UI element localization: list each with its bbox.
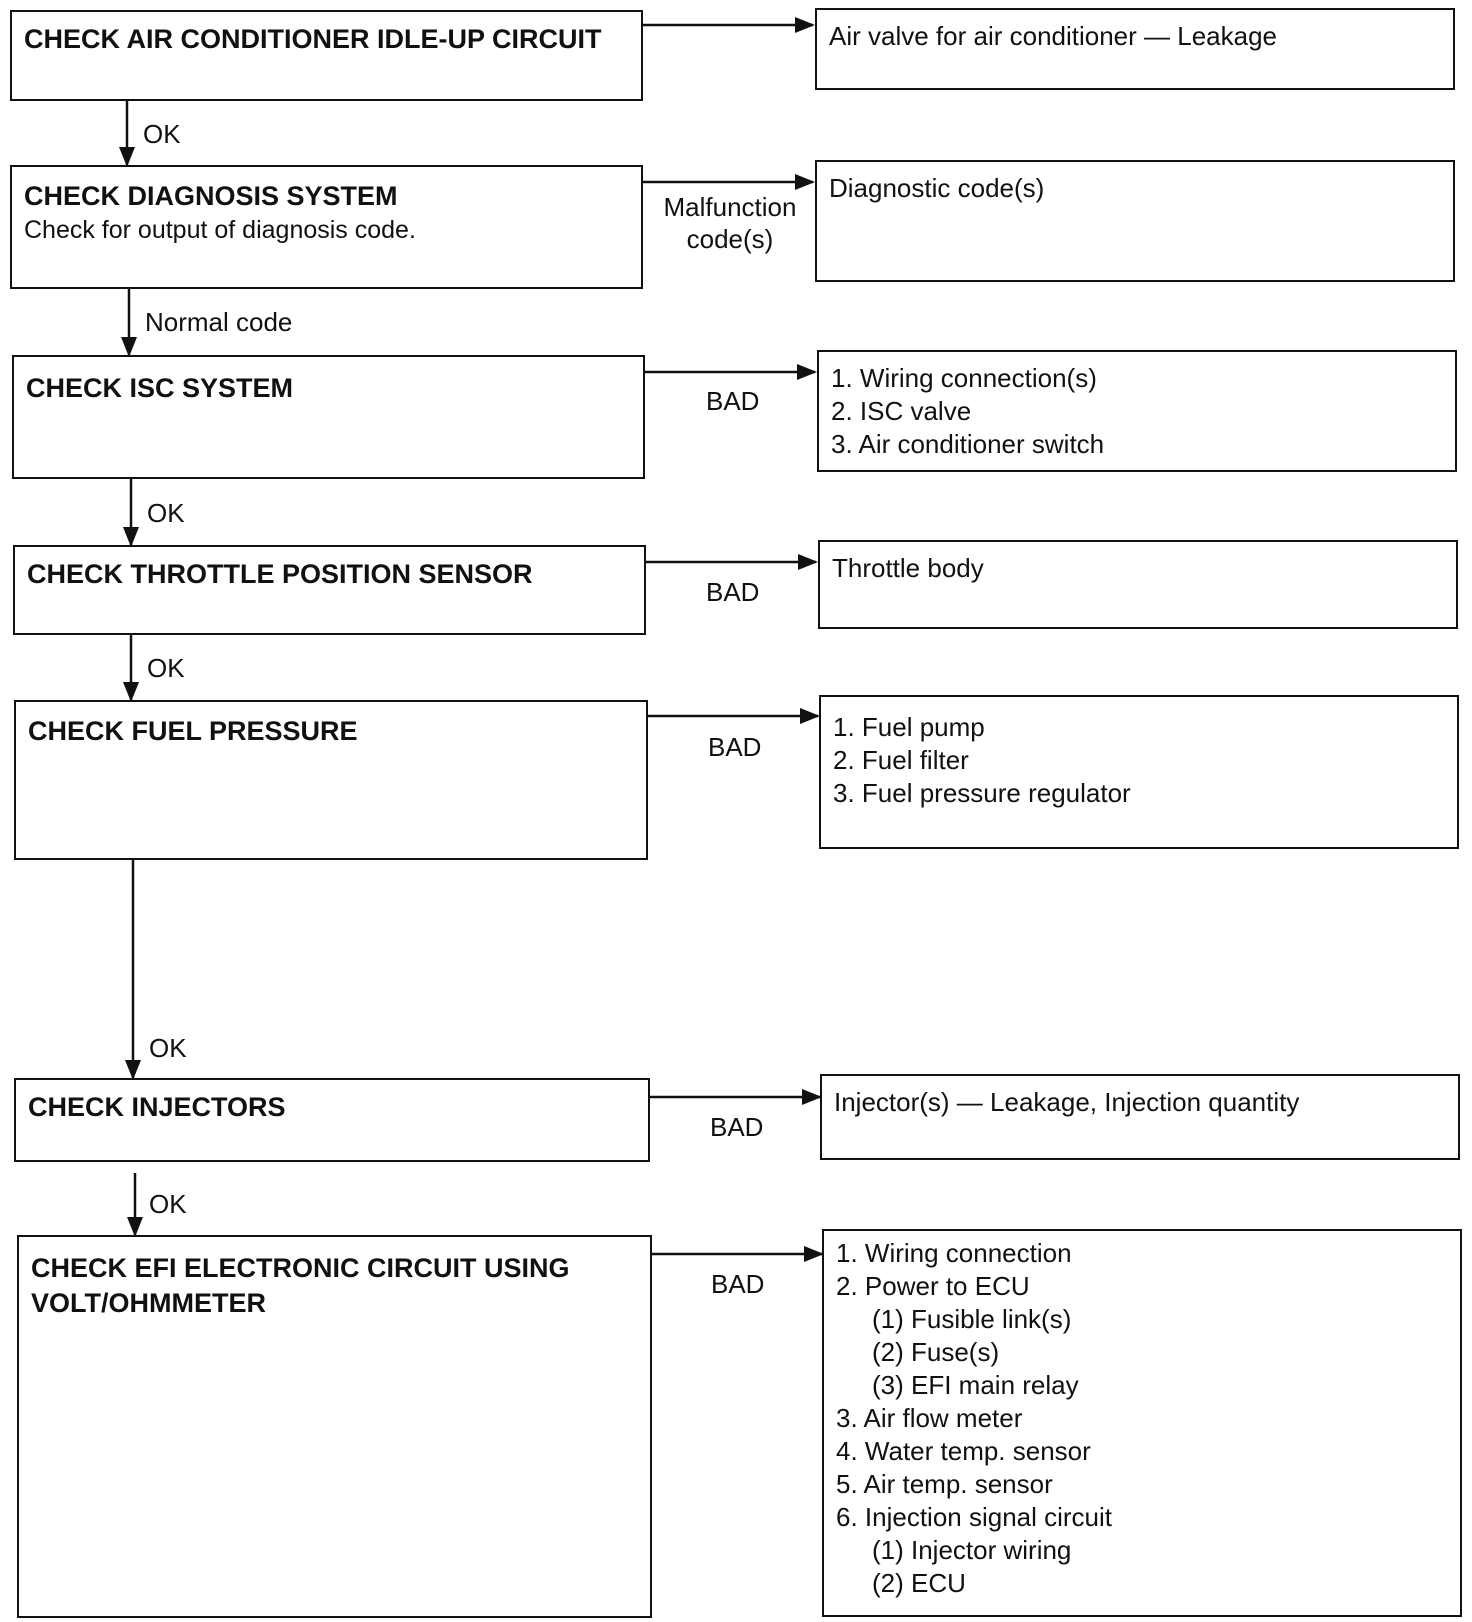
result-item: 6. Injection signal circuit: [836, 1502, 1113, 1532]
step-title: CHECK INJECTORS: [28, 1092, 286, 1122]
branch-label-malfunction: Malfunction code(s): [663, 192, 797, 254]
result-item: 1. Fuel pump: [833, 712, 985, 742]
result-item: Injector(s) — Leakage, Injection quantity: [834, 1087, 1300, 1117]
step-check-ac-idle-up: [10, 10, 643, 101]
branch-label-bad-throttle: BAD: [706, 577, 760, 607]
result-diagnostic-codes: [815, 160, 1455, 282]
result-subitem: (3) EFI main relay: [872, 1370, 1079, 1400]
step-check-efi-circuit: [17, 1235, 652, 1618]
result-item: 1. Wiring connection: [836, 1238, 1072, 1268]
result-item: 1. Wiring connection(s): [831, 363, 1097, 393]
result-item: 3. Air conditioner switch: [831, 429, 1105, 459]
step-subtitle: Check for output of diagnosis code.: [24, 216, 416, 244]
step-title: CHECK ISC SYSTEM: [26, 373, 294, 403]
step-title: CHECK AIR CONDITIONER IDLE-UP CIRCUIT: [24, 24, 602, 54]
result-item: 2. Power to ECU: [836, 1271, 1030, 1301]
step-check-injectors: [14, 1078, 650, 1162]
down-label-ok-5: OK: [149, 1189, 187, 1219]
step-check-isc-system: [12, 355, 645, 479]
result-subitem: (2) ECU: [872, 1568, 966, 1598]
result-item: 2. ISC valve: [831, 396, 972, 426]
result-item: 3. Air flow meter: [836, 1403, 1023, 1433]
result-item: Diagnostic code(s): [829, 173, 1045, 203]
step-check-fuel-pressure: [14, 700, 648, 860]
result-fuel: [819, 695, 1459, 849]
down-label-normal-code: Normal code: [145, 307, 293, 337]
result-subitem: (1) Injector wiring: [872, 1535, 1072, 1565]
result-item: Throttle body: [832, 553, 984, 583]
branch-label-bad-isc: BAD: [706, 386, 760, 416]
branch-label-bad-efi: BAD: [711, 1269, 765, 1299]
result-subitem: (1) Fusible link(s): [872, 1304, 1072, 1334]
down-label-ok-4: OK: [149, 1033, 187, 1063]
result-item: 4. Water temp. sensor: [836, 1436, 1091, 1466]
step-title: CHECK THROTTLE POSITION SENSOR: [27, 559, 533, 589]
step-title: CHECK DIAGNOSIS SYSTEM: [24, 181, 398, 211]
result-ac-air-valve: [815, 8, 1455, 90]
down-label-ok-2: OK: [147, 498, 185, 528]
result-item: 3. Fuel pressure regulator: [833, 778, 1131, 808]
result-throttle: [818, 540, 1458, 629]
down-label-ok-1: OK: [143, 119, 181, 149]
step-title: CHECK EFI ELECTRONIC CIRCUIT USING VOLT/OHMMETER: [31, 1253, 570, 1318]
step-check-diagnosis: [10, 165, 643, 289]
result-isc: [817, 350, 1457, 472]
step-check-throttle-position: [13, 545, 646, 635]
result-subitem: (2) Fuse(s): [872, 1337, 1000, 1367]
result-injectors: [820, 1074, 1460, 1160]
branch-label-bad-fuel: BAD: [708, 732, 762, 762]
down-label-ok-3: OK: [147, 653, 185, 683]
result-item: Air valve for air conditioner — Leakage: [829, 21, 1278, 51]
branch-label-bad-injectors: BAD: [710, 1112, 764, 1142]
result-item: 2. Fuel filter: [833, 745, 969, 775]
step-title: CHECK FUEL PRESSURE: [28, 716, 358, 746]
result-efi: [822, 1229, 1462, 1617]
result-item: 5. Air temp. sensor: [836, 1469, 1053, 1499]
